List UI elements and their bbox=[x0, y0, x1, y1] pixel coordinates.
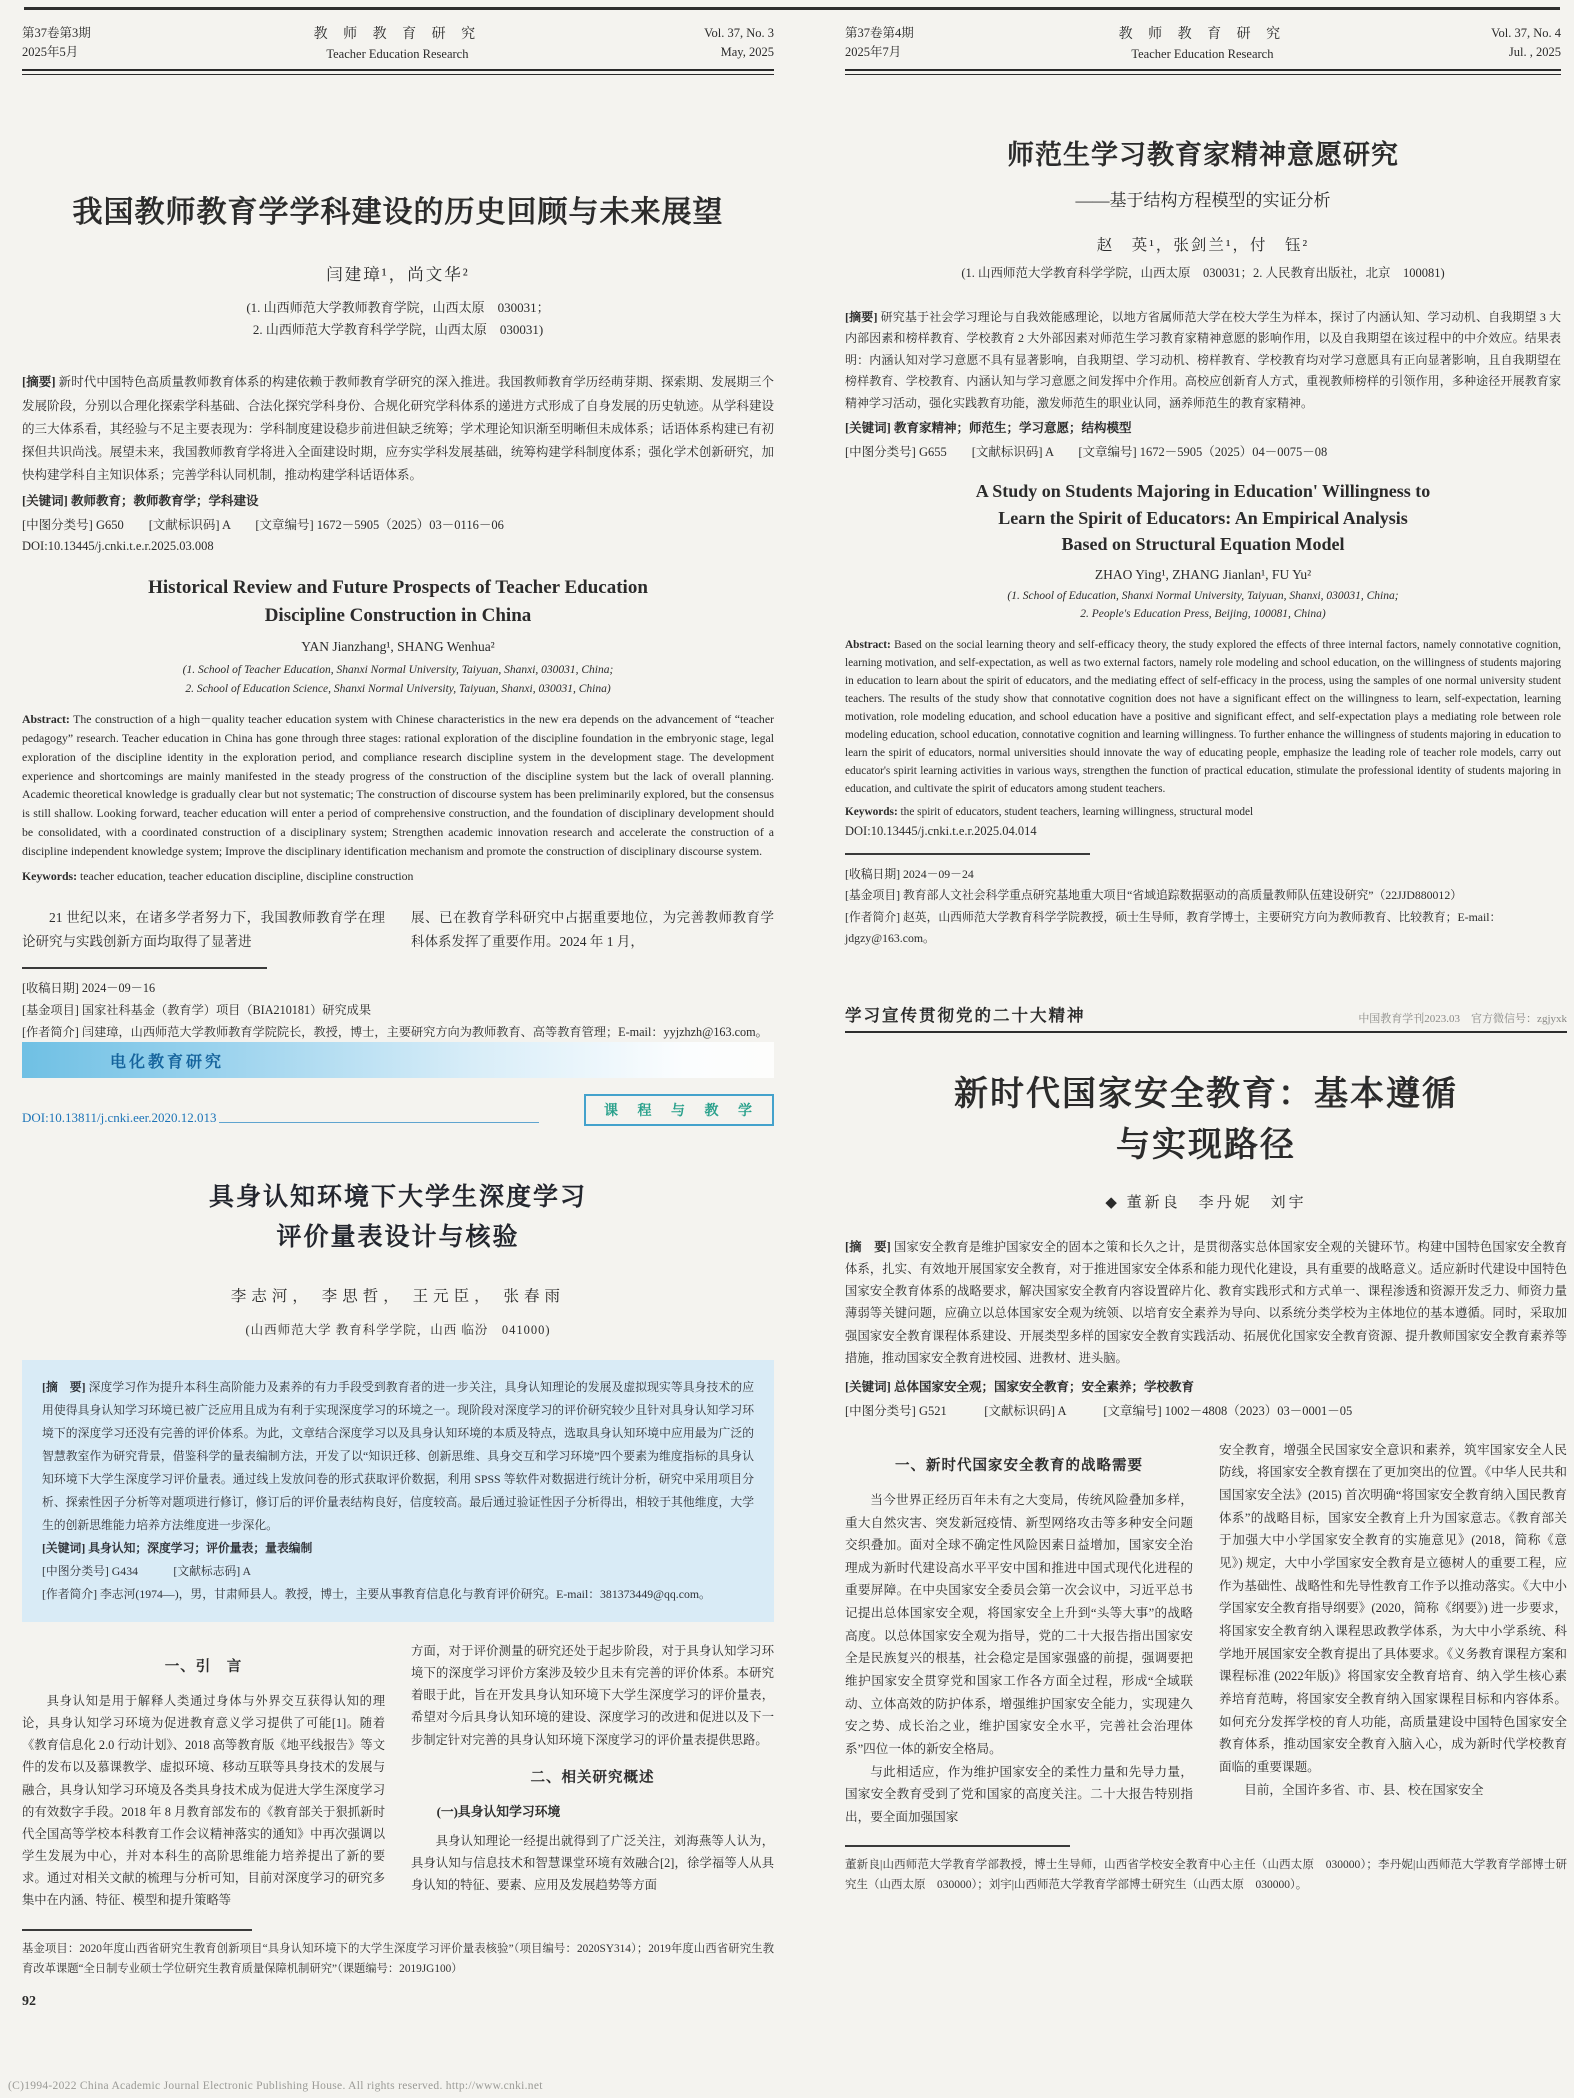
english-title-line-1: A Study on Students Majoring in Education' Willingness to bbox=[975, 481, 1431, 502]
english-affiliation-2: 2. People's Education Press, Beijing, 100081, China) bbox=[1080, 608, 1326, 621]
english-keywords-line bbox=[22, 869, 774, 884]
body-column-left: 21 世纪以来，在诸多学者努力下，我国教师教育学在理论研究与实践创新方面均取得了显著进 bbox=[22, 909, 385, 949]
paper-title-line-2: 与实现路径 bbox=[1116, 1127, 1296, 1164]
paper-4-national-security-education bbox=[845, 1002, 1567, 1895]
page-number: 92 bbox=[22, 1993, 36, 2009]
clc-line: [中图分类号] G650 [文献标识码] A [文章编号] 1672－5905（2025）03－0116－06 bbox=[22, 518, 504, 533]
abstract-label: [摘要] bbox=[22, 375, 56, 390]
english-title-line-3: Based on Structural Equation Model bbox=[1061, 533, 1345, 554]
english-authors: YAN Jianzhang¹, SHANG Wenhua² bbox=[301, 639, 495, 655]
scan-edge-line bbox=[24, 7, 1560, 10]
journal-header bbox=[845, 24, 1561, 64]
doi-underline bbox=[219, 1122, 539, 1123]
received-date-note: [收稿日期] 2024－09－16 bbox=[22, 981, 156, 996]
english-abstract-text: The construction of a high－quality teacher education system with Chinese characteristics in the new era depends on the advancement of “teacher pedagogy” research. Teacher education in China has gone through three stages: rational exploration of the discipline foundation in the embryonic stage, legal exploration of the discipline identity in the exploration period, and compliance research discipline system in the development stage. The development experience and shortcomings are mainly manifested in the steady progress of the construction of the discipline system but the lack of overall planning. Academic theoretical knowledge is gradually clear but not systematic; The construction of discourse system has been preliminarily explored, but the consensus is still shallow. Looking forward, teacher education will enter a period of comprehensive construction, and the foundation of disciplinary development should be consolidated, with a coordinated construction of a disciplinary system; Strengthen academic innovation research and accelerate the construction of a discipline independent knowledge system; Improve the disciplinary identification mechanism and promote the construction of disciplinary discourse system. bbox=[22, 711, 774, 859]
subsection-heading: (一)具身认知学习环境 bbox=[436, 1804, 561, 1819]
body-paragraph-4: 目前，全国许多省、市、县、校在国家安全 bbox=[1244, 1782, 1484, 1797]
english-title-line-1: Historical Review and Future Prospects of Teacher Education bbox=[148, 577, 648, 599]
author-bio-note: [作者简介] 闫建璋，山西师范大学教师教育学院院长，教授，博士，主要研究方向为教师教育、高等教育管理；E-mail：yyjzhzh@163.com。 bbox=[22, 1025, 768, 1040]
english-title-line-2: Discipline Construction in China bbox=[264, 604, 532, 626]
english-affiliation-1: (1. School of Education, Shanxi Normal University, Taiyuan, Shanxi, 030031, China; bbox=[1007, 589, 1399, 602]
journal-name-block bbox=[314, 24, 482, 64]
journal-volume-en: Vol. 37, No. 3 bbox=[704, 26, 774, 40]
footnote-rule bbox=[22, 967, 267, 969]
keywords-line: [关键词] 具身认知；深度学习；评价量表；量表编制 bbox=[42, 1541, 313, 1555]
body-column-right bbox=[411, 1640, 774, 1911]
journal-band-title: 电化教育研究 bbox=[110, 1053, 225, 1071]
abstract-label: [摘要] bbox=[845, 309, 878, 324]
fund-note: [基金项目] 教育部人文社会科学重点研究基地重大项目“省域追踪数据驱动的高质量教师队伍建设研究”（22JJD880012） bbox=[845, 888, 1463, 903]
header-double-rule bbox=[845, 69, 1561, 76]
column-header bbox=[845, 1002, 1567, 1033]
authors-line: 李志河， 李思哲， 王元臣， 张春雨 bbox=[230, 1288, 566, 1305]
english-keywords-line bbox=[845, 806, 1561, 818]
body-columns bbox=[22, 906, 774, 953]
journal-date-en: Jul. , 2025 bbox=[1508, 44, 1561, 59]
doi-line: DOI:10.13445/j.cnki.t.e.r.2025.04.014 bbox=[845, 824, 1037, 839]
abstract-box bbox=[22, 1360, 774, 1622]
journal-issue-info: 中国教育学刊2023.03 官方微信号：zgjyxk bbox=[1358, 1013, 1567, 1025]
english-keywords-text: teacher education, teacher education discipline, discipline construction bbox=[80, 868, 414, 883]
abstract-en bbox=[845, 636, 1561, 799]
footnote-rule bbox=[845, 853, 1090, 855]
paper-3-embodied-cognition-deep-learning bbox=[22, 1042, 774, 2010]
authors-line: ◆ 董新良 李丹妮 刘宇 bbox=[1105, 1195, 1307, 1211]
paper-2-educator-spirit-willingness bbox=[845, 24, 1561, 949]
abstract-text: 深度学习作为提升本科生高阶能力及素养的有力手段受到教育者的进一步关注，具身认知理论的发展及虚拟现实等具身技术的应用使得具身认知学习环境已被广泛应用且成为有利于实现深度学习的环境之一。现阶段对深度学习的评价研究较少且针对具身认知学习环境下的深度学习还没有完善的评价体系。为此，文章结合深度学习以及具身认知环境的本质及特点，选取具身认知环境中应用最为广泛的智慧教室作为研究背景，借鉴科学的量表编制方法，开发了以“知识迁移、创新思维、具身交互和学习环境”四个要素为维度指标的具身认知环境下大学生深度学习评价量表。通过线上发放问卷的形式获取评价数据，利用 SPSS 等软件对数据进行统计分析，研究中采用项目分析、探索性因子分析等对题项进行修订，修订后的评价量表结构良好，信度较高。最后通过验证性因子分析得出，相较于其他维度，大学生的创新思维能力培养方法维度进一步深化。 bbox=[42, 1380, 754, 1532]
journal-header bbox=[22, 24, 774, 64]
abstract-text: 新时代中国特色高质量教师教育体系的构建依赖于教师教育学研究的深入推进。我国教师教育学历经萌芽期、探索期、发展期三个发展阶段，分别以合理化探索学科基础、合法化探究学科身份、合规化研究学科体系的递进方式形成了自身发展的历史轨迹。从学科建设的三大体系看，其经验与不足主要表现为：学科制度建设稳步前进但缺乏统筹；学术理论知识渐至明晰但未成体系；话语体系构建已有初探但共识尚浅。展望未来，我国教师教育学将进入全面建设时期，应夯实学科发展基础，统筹构建学科制度体系；强化学术创新研究，加快构建学科自主知识体系；完善学科认同机制，推动构建学科话语体系。 bbox=[22, 375, 775, 482]
authors-line: 赵 英¹，张剑兰¹，付 钰² bbox=[1096, 237, 1310, 255]
clc-line: [中图分类号] G434 [文献标志码] A bbox=[42, 1564, 252, 1578]
journal-date-cn: 2025年7月 bbox=[845, 44, 902, 59]
clc-line: [中图分类号] G521 [文献标识码] A [文章编号] 1002－4808（2023）03－0001－05 bbox=[845, 1403, 1353, 1418]
abstract-cn bbox=[42, 1376, 754, 1537]
english-keywords-label: Keywords: bbox=[845, 806, 898, 819]
journal-date-en: May, 2025 bbox=[720, 44, 774, 59]
abstract-en bbox=[22, 710, 774, 861]
fund-note: 基金项目：2020年度山西省研究生教育创新项目“具身认知环境下的大学生深度学习评价量表核验”（项目编号：2020SY314）；2019年度山西省研究生教育改革课题“全日制专业硕士学位研究生教育质量保障机制研究”（课题编号：2019JG100） bbox=[22, 1943, 774, 1976]
abstract-cn bbox=[22, 371, 774, 487]
affiliation-line: (山西师范大学 教育科学学院，山西 临汾 041000) bbox=[245, 1323, 551, 1337]
author-bio-note: [作者简介] 李志河(1974—)，男，甘肃师县人。教授，博士，主要从事教育信息化与教育评价研究。E-mail：381373449@qq.com。 bbox=[42, 1587, 711, 1601]
keywords-line: [关键词] 总体国家安全观；国家安全教育；安全素养；学校教育 bbox=[845, 1379, 1194, 1394]
authors-line: 闫建璋¹，尚文华² bbox=[326, 265, 470, 285]
clc-line: [中图分类号] G655 [文献标识码] A [文章编号] 1672－5905（2025）04－0075－08 bbox=[845, 445, 1328, 460]
author-bio-note: [作者简介] 赵英，山西师范大学教育科学学院教授，硕士生导师，教育学博士，主要研究方向为教师教育、比较教育；E-mail：jdgzy@163.com。 bbox=[845, 909, 1502, 945]
journal-volume-cn: 第37卷第4期 bbox=[845, 26, 914, 40]
abstract-text: 国家安全教育是维护国家安全的固本之策和长久之计，是贯彻落实总体国家安全观的关键环节。构建中国特色国家安全教育体系，扎实、有效地开展国家安全教育，对于推进国家安全体系和能力现代化建设，具有重要的战略意义。适应新时代建设中国特色国家安全教育体系的战略要求，解决国家安全教育内容设置碎片化、教育实践形式和方式单一、课程渗透和资源开发乏力、师资力量薄弱等关键问题，应确立以总体国家安全观为统领、以培育安全素养为导向、以系统分类学校为主体地位的基本遵循。同时，采取加强国家安全教育课程体系建设、开展类型多样的国家安全教育实践活动、拓展优化国家安全教育资源、提升教师国家安全教育素养等措施，推动国家安全教育进校园、进教材、进头脑。 bbox=[845, 1240, 1567, 1365]
abstract-cn bbox=[845, 1236, 1567, 1369]
english-abstract-label: Abstract: bbox=[845, 638, 891, 651]
body-paragraph-2: 与此相适应，作为维护国家安全的柔性力量和先导力量，国家安全教育受到了党和国家的高度关注。二十大报告特别指出，要全面加强国家 bbox=[845, 1764, 1193, 1825]
abstract-text: 研究基于社会学习理论与自我效能感理论，以地方省属师范大学在校大学生为样本，探讨了内涵认知、学习动机、自我期望 3 大内部因素和榜样教育、学校教育 2 大外部因素对师范生学习教育家精神意愿的影响作用，以及自我期望在该过程中的中介效应。结果表明：内涵认知对学习意愿不具有显著影响，自我期望、学习动机、榜样教育、学校教育均对学习意愿具有正向显著影响，且自我期望在榜样教育、学校教育、内涵认知与学习意愿之间发挥中介作用。高校应创新育人方式，重视教师榜样的引领作用，多种途径开展教育家精神学习活动，强化实践教育功能，激发师范生的职业认同，涵养师范生的教育家精神。 bbox=[845, 309, 1561, 410]
journal-band bbox=[22, 1042, 774, 1078]
english-authors: ZHAO Ying¹, ZHANG Jianlan¹, FU Yu² bbox=[1094, 566, 1312, 582]
abstract-label: [摘 要] bbox=[845, 1240, 891, 1254]
journal-date-cn: 2025年5月 bbox=[22, 44, 79, 59]
affiliation-line-2: 2. 山西师范大学教育科学学院，山西太原 030031) bbox=[252, 322, 544, 338]
journal-name-cn: 教 师 教 育 研 究 bbox=[313, 27, 482, 42]
body-paragraph-3: 具身认知理论一经提出就得到了广泛关注，刘海燕等人认为，具身认知与信息技术和智慧课堂环境有效融合[2]，徐学福等人从具身认知的特征、要素、应用及发展趋势等方面 bbox=[411, 1833, 774, 1892]
body-column-right bbox=[1219, 1439, 1567, 1829]
affiliation-line: (1. 山西师范大学教育科学学院，山西太原 030031；2. 人民教育出版社，北京 100081) bbox=[961, 266, 1445, 281]
author-bios-note: 董新良|山西师范大学教育学部教授，博士生导师，山西省学校安全教育中心主任（山西太原 030000）；李丹妮|山西师范大学教育学部博士研究生（山西太原 030000）；刘宇|山西师范大学教育学部博士研究生（山西太原 030000）。 bbox=[845, 1858, 1567, 1891]
body-columns bbox=[22, 1640, 774, 1911]
journal-volume-en: Vol. 37, No. 4 bbox=[1491, 26, 1561, 40]
english-abstract-text: Based on the social learning theory and self-efficacy theory, the study explored the effects of three internal factors, namely connotative cognition, learning motivation, and self-expectation, as well as two external factors, namely role modeling and school education, on the willingness of students majoring in education to learn about the spirit of educators, and the mediating effect of self-efficacy in the process, using the samples of one normal university student teachers. The results of the study show that connotative cognition does not have a significant effect on the willingness to learn, self-expectation, learning motivation, role modeling education, and school education have a positive and significant effect, and self-expectation plays a mediating role between role modeling education, school education, connotative cognition and learning willingness. To further enhance the willingness of students majoring in education to learn the spirit of educators, normal universities should innovate the way of educating people, emphasize the leading role of teacher role models, carry out educator's spirit learning activities in various ways, strengthen the function of practical education, stimulate the professional identity of students majoring in education, and cultivate the spirit of educators among student teachers. bbox=[845, 638, 1561, 796]
section-heading-2: 二、相关研究概述 bbox=[530, 1769, 655, 1786]
journal-name-en: Teacher Education Research bbox=[1131, 47, 1274, 61]
keywords-line: [关键词] 教育家精神；师范生；学习意愿；结构模型 bbox=[845, 421, 1132, 436]
journal-vol-date-cn bbox=[22, 24, 91, 62]
paper-title-line-2: 评价量表设计与核验 bbox=[276, 1224, 520, 1251]
body-column-left bbox=[845, 1439, 1193, 1829]
keywords-line: [关键词] 教师教育；教师教育学；学科建设 bbox=[22, 494, 259, 509]
section-heading-1: 一、新时代国家安全教育的战略需要 bbox=[895, 1457, 1143, 1474]
cnki-copyright-line: (C)1994-2022 China Academic Journal Electronic Publishing House. All rights reserved. http://www.cnki.net bbox=[8, 2080, 543, 2092]
footnote-rule bbox=[845, 1845, 1070, 1847]
body-paragraph-1: 当今世界正经历百年未有之大变局，传统风险叠加多样，重大自然灾害、突发新冠疫情、新型网络攻击等多种安全问题交织叠加。面对全球不确定性风险因素日益增加，国家安全治理成为新时代建设高水平平安中国和推进中国式现代化进程的重要屏障。在中央国家安全委员会第一次会议中，习近平总书记提出总体国家安全观，将国家安全上升到“头等大事”的战略高度。以总体国家安全观为指导，党的二十大报告指出国家安全是民族复兴的根基，社会稳定是国家强盛的前提，强调要把维护国家安全贯穿党和国家工作各方面全过程，形成“全域联动、立体高效的防护体系，增强维护国家安全能力，实现建久安之势、成长治之业，维护国家安全水平，完善社会治理体系”四位一体的新安全格局。 bbox=[845, 1492, 1193, 1757]
abstract-label: [摘 要] bbox=[42, 1380, 86, 1394]
journal-name-en: Teacher Education Research bbox=[326, 47, 469, 61]
fund-note: [基金项目] 国家社科基金（教育学）项目（BIA210181）研究成果 bbox=[22, 1003, 372, 1018]
doi-row bbox=[22, 1094, 774, 1126]
body-columns bbox=[845, 1439, 1567, 1829]
paper-title: 我国教师教育学学科建设的历史回顾与未来展望 bbox=[72, 196, 724, 230]
doi-line: DOI:10.13445/j.cnki.t.e.r.2025.03.008 bbox=[22, 539, 214, 554]
doi-link: DOI:10.13811/j.cnki.eer.2020.12.013 bbox=[22, 1110, 217, 1125]
journal-vol-date-en bbox=[704, 24, 774, 62]
paper-title-line-1: 新时代国家安全教育：基本遵循 bbox=[954, 1076, 1458, 1113]
body-column-left bbox=[22, 1640, 385, 1911]
paper-title-line-1: 具身认知环境下大学生深度学习 bbox=[208, 1184, 587, 1211]
journal-volume-cn: 第37卷第3期 bbox=[22, 26, 91, 40]
paper-title: 师范生学习教育家精神意愿研究 bbox=[1007, 140, 1399, 171]
journal-name-cn: 教 师 教 育 研 究 bbox=[1118, 27, 1287, 42]
body-paragraph-3: 安全教育，增强全民国家安全意识和素养，筑牢国家安全人民防线，将国家安全教育摆在了更加突出的位置。《中华人民共和国国家安全法》(2015) 首次明确“将国家安全教育纳入国民教育体系”的战略目标，国家安全教育上升为国家意志。《教育部关于加强大中小学国家安全教育的实施意见》(2018，简称《意见》) 规定，大中小学国家安全教育是立德树人的重要工程，应作为基础性、战略性和先导性教育工作予以推动落实。《大中小学国家安全教育指导纲要》(2020，简称《纲要》) 进一步要求，将国家安全教育纳入课程思政教学体系，为大中小学系统、科学地开展国家安全教育提出了具体要求。《义务教育课程方案和课程标准 (2022年版)》将国家安全教育培育、纳入学生核心素养培育范畴，将国家安全教育纳入国家课程目标和内容体系。如何充分发挥学校的育人功能，高质量建设中国特色国家安全教育体系，推动国家安全教育入脑入心，成为新时代学校教育面临的重要课题。 bbox=[1219, 1442, 1567, 1774]
section-heading-1: 一、引 言 bbox=[164, 1659, 243, 1675]
body-column-right: 展、已在教育学科研究中占据重要地位，为完善教师教育学科体系发挥了重要作用。2024 年 1 月， bbox=[411, 909, 774, 949]
english-affiliation-2: 2. School of Education Science, Shanxi Normal University, Taiyuan, Shanxi, 030031, China) bbox=[185, 682, 611, 695]
paper-1-teacher-education-history bbox=[22, 24, 774, 1074]
body-paragraph-2: 方面，对于评价测量的研究还处于起步阶段，对于具身认知学习环境下的深度学习评价方案涉及较少且未有完善的评价体系。本研究着眼于此，旨在开发具身认知环境下大学生深度学习的评价量表，希望对今后具身认知环境的建设、深度学习的改进和促进以及下一步制定针对完善的具身认知环境下深度学习的评价量表提供思路。 bbox=[411, 1644, 774, 1747]
column-header-title: 学习宣传贯彻党的二十大精神 bbox=[845, 1006, 1086, 1025]
abstract-cn bbox=[845, 307, 1561, 415]
english-abstract-label: Abstract: bbox=[22, 711, 70, 726]
english-keywords-text: the spirit of educators, student teachers, learning willingness, structural model bbox=[900, 806, 1254, 819]
english-affiliation-1: (1. School of Teacher Education, Shanxi Normal University, Taiyuan, Shanxi, 030031, China; bbox=[182, 664, 614, 677]
english-title-line-2: Learn the Spirit of Educators: An Empirical Analysis bbox=[998, 507, 1408, 528]
english-keywords-label: Keywords: bbox=[22, 868, 78, 883]
paper-subtitle: ——基于结构方程模型的实证分析 bbox=[1075, 191, 1331, 211]
header-double-rule bbox=[22, 69, 774, 76]
body-paragraph-1: 具身认知是用于解释人类通过身体与外界交互获得认知的理论，具身认知学习环境为促进教育意义学习提供了可能[1]。随着《教育信息化 2.0 行动计划》、2018 高等教育版《地平线报告》等文件的发布以及慕课教学、虚拟环境、移动互联等具身技术的发展与融合，具身认知学习环境及各类具身技术成为促进大学生深度学习的有效数字手段。2018 年 8 月教育部发布的《教育部关于狠抓新时代全国高等学校本科教育工作会议精神落实的通知》中再次强调以学生发展为中心，并对本科生的高阶思维能力培养提出了新的要求。通过对相关文献的梳理与分析可知，目前对深度学习的研究多集中在内涵、特征、模型和提升策略等 bbox=[22, 1694, 385, 1908]
affiliation-line-1: (1. 山西师范大学教师教育学院，山西太原 030031； bbox=[246, 300, 550, 316]
received-date-note: [收稿日期] 2024－09－24 bbox=[845, 867, 974, 882]
footnote-rule bbox=[22, 1929, 252, 1931]
column-tag-curriculum-teaching: 课 程 与 教 学 bbox=[584, 1094, 774, 1126]
